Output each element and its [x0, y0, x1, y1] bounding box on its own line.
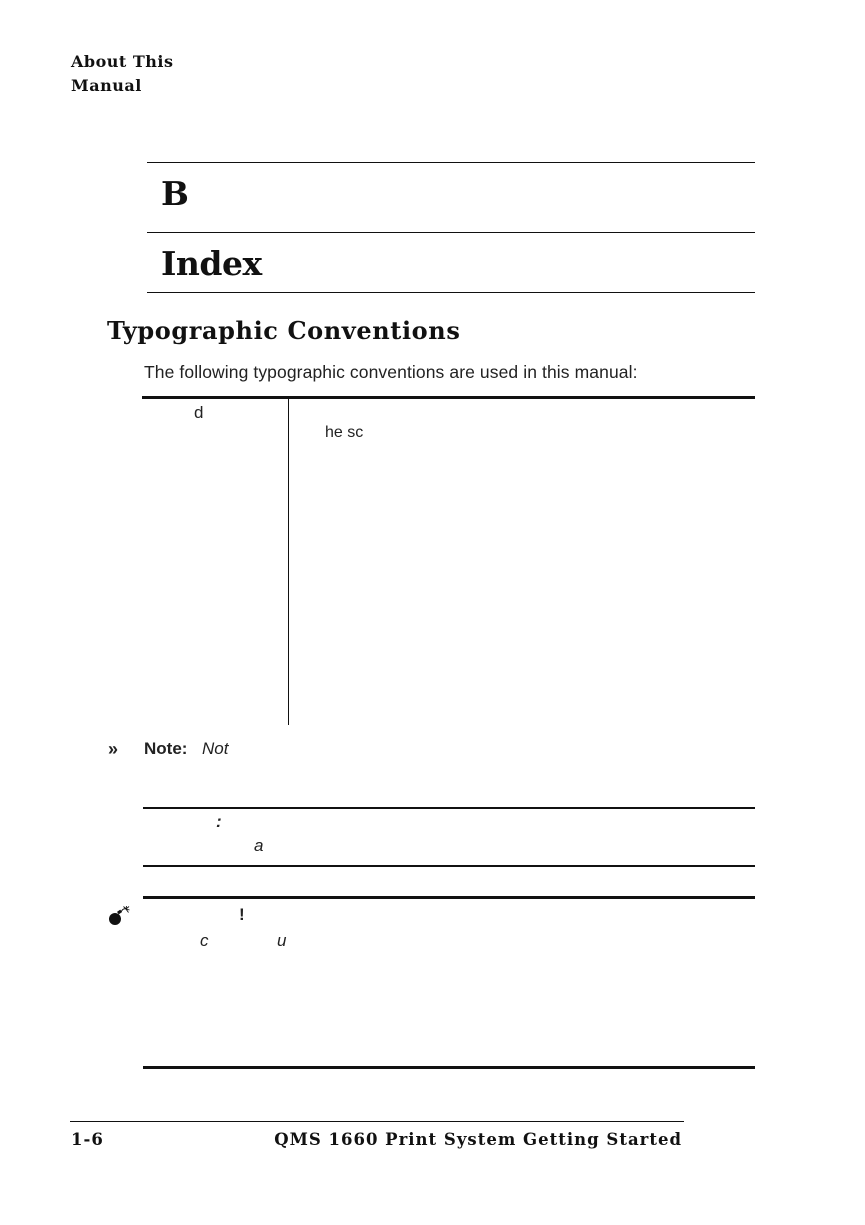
table-column-divider: [288, 399, 289, 725]
box-title-b: B: [161, 174, 189, 213]
box-rule-middle: [147, 232, 755, 233]
table-left-fragment: d: [194, 403, 204, 422]
box-two-line2: a: [254, 836, 264, 855]
box-rule-top: [147, 162, 755, 163]
warning-exclamation: !: [239, 905, 245, 924]
footer-title: QMS 1660 Print System Getting Started: [274, 1130, 682, 1149]
running-head-line2: Manual: [71, 76, 142, 95]
table-right-fragment: he sc: [325, 424, 364, 441]
box-rule-bottom: [147, 292, 755, 293]
warning-bottom-rule: [143, 1066, 755, 1069]
footer-rule: [70, 1121, 684, 1122]
table-top-rule: [142, 396, 755, 399]
running-head: [71, 50, 174, 98]
box-title-index: Index: [161, 244, 262, 283]
section-title: Typographic Conventions: [107, 316, 461, 345]
running-head-line1: About This: [71, 52, 174, 71]
note-text: Not: [202, 739, 229, 758]
box-two-bottom-rule: [143, 865, 755, 867]
note-marker: »: [108, 739, 119, 759]
warning-fragment-u: u: [277, 931, 287, 950]
warning-fragment-c: c: [200, 931, 209, 950]
box-two-top-rule: [143, 807, 755, 809]
note-label: Note:: [144, 739, 188, 758]
page-number: 1-6: [71, 1130, 104, 1149]
bomb-icon: [108, 906, 130, 926]
warning-top-rule: [143, 896, 755, 899]
intro-text: The following typographic conventions are used in this manual:: [144, 362, 638, 382]
box-two-line1: :: [216, 812, 222, 831]
